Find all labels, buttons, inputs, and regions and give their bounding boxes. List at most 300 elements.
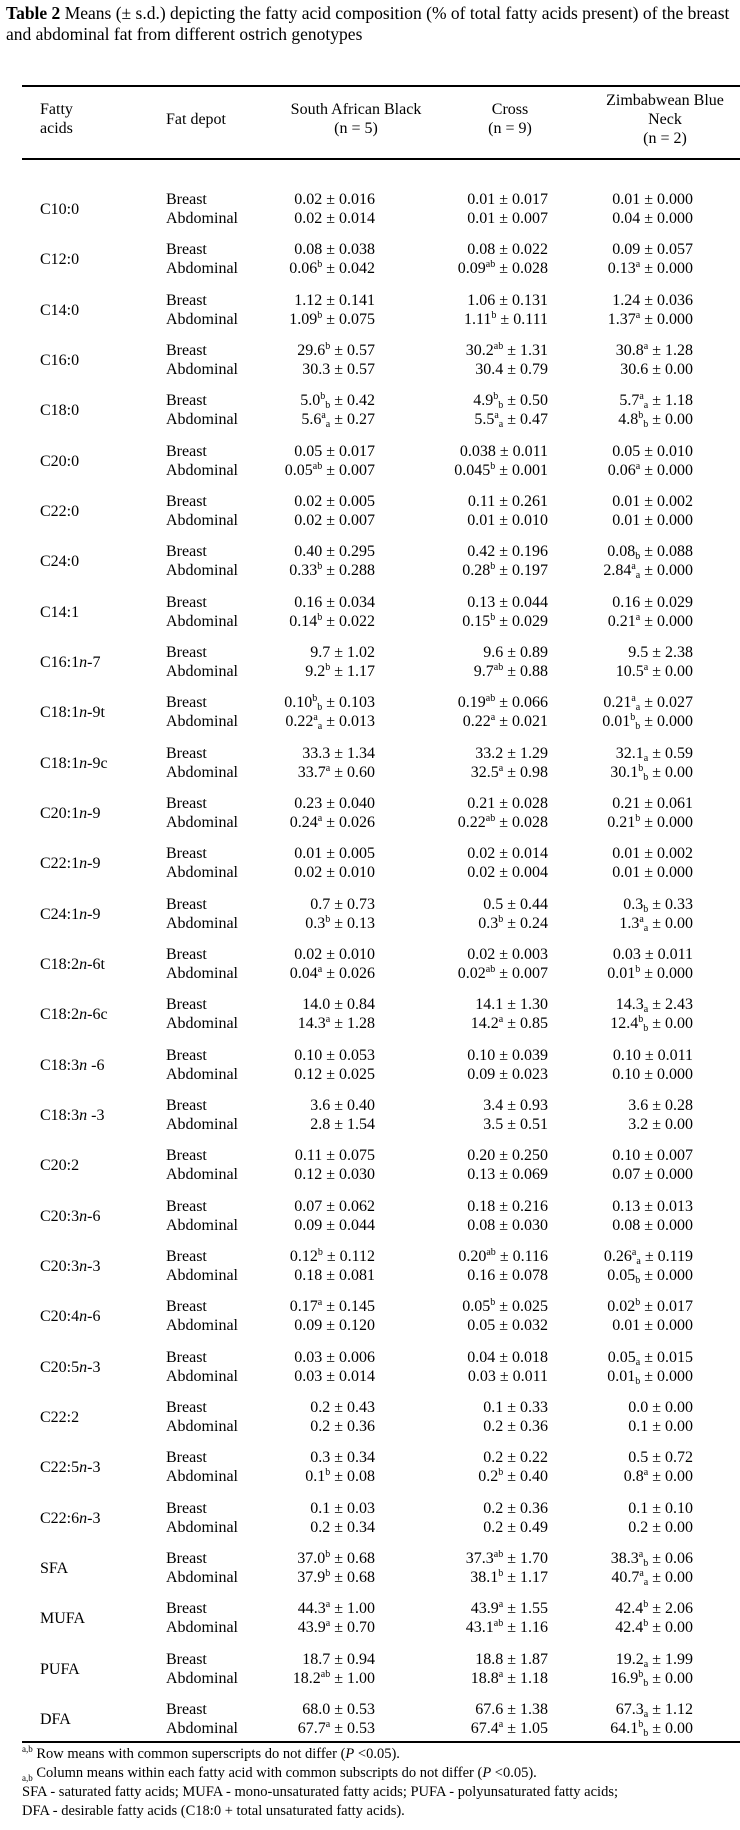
table-caption-text: Means (± s.d.) depicting the fatty acid composition (% of total fatty acids present) of the breast and abdominal fat from different ostrich genotypes [6,3,730,44]
plus-minus: ± [334,1600,343,1618]
fatty-acid-group [0,1650,740,1700]
table-row-breast [150,1197,740,1216]
mean: 0.1 [628,1499,649,1517]
plus-minus: ± [652,1650,661,1668]
table-row-abdominal [150,1518,740,1537]
mean: 0.05 [612,442,641,460]
column-subscript: a [643,1708,649,1720]
fatty-acid-label [40,703,105,722]
value-cell [467,1146,548,1165]
value-cell [608,461,693,480]
value-cell [612,190,693,209]
table-row-breast [150,1297,740,1316]
plus-minus: ± [507,411,516,429]
mean: 1.3 [619,914,640,932]
sd: 0.002 [657,492,693,510]
value-cell [464,310,548,329]
value-cell [285,712,375,731]
value-cell [294,542,375,561]
plus-minus: ± [507,1700,516,1718]
sd: 0.51 [520,1115,548,1133]
sd: 0.022 [512,241,548,259]
mean: 43.1 [465,1619,494,1637]
sd: 0.03 [347,1499,375,1517]
fatty-acid-group [0,240,740,290]
footnote-text: Row means with common superscripts do not differ ( [32,1746,346,1762]
value-cell [612,1165,693,1184]
fatty-acid-group [0,1247,740,1297]
value-cell [289,561,375,580]
table-row-abdominal [150,1568,740,1587]
mean: 0.02 [294,945,323,963]
row-superscript: b [317,309,323,321]
value-cell [310,1096,375,1115]
plus-minus: ± [499,1166,508,1184]
fatty-acid-label [40,401,79,420]
sd: 0.00 [665,763,693,781]
sd: 0.081 [339,1266,375,1284]
plus-minus: ± [507,1549,516,1567]
mean: 0.09 [612,241,641,259]
col-n: (n = 9) [488,120,532,137]
value-cell [302,360,375,379]
table-row-breast [150,1448,740,1467]
mean: 5.7 [619,392,640,410]
value-cell [475,744,548,763]
mean: 40.7 [611,1568,640,1586]
row-superscript: a [498,1014,504,1026]
row-superscript: b [325,1467,331,1479]
value-cell [290,1247,375,1266]
fatty-acid-group [0,1499,740,1549]
column-subscript: a [643,752,649,764]
mean: 0.5 [483,895,504,913]
sd: 1.05 [520,1719,548,1737]
value-cell [294,794,375,813]
fat-depot-label: Breast [166,895,207,913]
acid-n: n [79,704,88,722]
mean: 0.05 [607,1266,636,1284]
value-cell [466,1549,548,1568]
value-cell [607,542,693,561]
mean: 0.7 [310,895,331,913]
plus-minus: ± [644,1348,653,1366]
acid-n: n [79,1358,88,1376]
sd: 0.73 [347,895,375,913]
value-cell [607,813,693,832]
sd: 0.000 [657,713,693,731]
sd: 0.93 [520,1096,548,1114]
fatty-acid-group [0,945,740,995]
row-superscript: ab [485,693,496,705]
sd: 0.088 [657,543,693,561]
sd: 0.34 [347,1518,375,1536]
value-cell [462,612,548,631]
fatty-acid-label [40,452,79,471]
row-superscript: b [490,561,496,573]
value-cell [294,1316,375,1335]
plus-minus: ± [499,945,508,963]
sd: 0.014 [512,845,548,863]
sd: 0.034 [339,593,375,611]
mean: 43.9 [470,1600,499,1618]
table-row-abdominal [150,1065,740,1084]
value-cell [471,1669,548,1688]
acid-n: n [79,653,88,671]
sd: 0.026 [339,813,375,831]
sd: 0.044 [512,593,548,611]
mean: 0.2 [628,1518,649,1536]
fat-depot-label: Breast [166,191,207,208]
plus-minus: ± [334,1096,343,1114]
plus-minus: ± [326,1247,336,1265]
plus-minus: ± [499,210,508,227]
sd: 0.43 [347,1398,375,1416]
plus-minus: ± [499,1367,509,1385]
plus-minus: ± [326,562,335,580]
sd: 0.79 [520,360,548,378]
table-row-abdominal [150,360,740,379]
value-cell [294,209,375,228]
sd: 2.38 [665,643,693,661]
plus-minus: ± [326,1065,335,1083]
value-cell [458,964,548,983]
value-cell [483,1448,548,1467]
value-cell [294,190,375,209]
value-cell [294,1348,375,1367]
value-cell [310,1398,375,1417]
column-subscript: a [635,570,641,582]
table-row-breast [150,1046,740,1065]
sd: 0.017 [657,1298,693,1316]
row-superscript: a [498,1599,504,1611]
row-superscript: b [635,963,641,975]
acid-n: n [79,855,88,873]
sd: 0.33 [520,1398,548,1416]
sd: 0.36 [347,1417,375,1435]
fat-depot-label: Breast [166,794,207,812]
row-superscript: a [631,693,636,705]
fatty-acid-label [40,1257,100,1276]
sd: 0.49 [520,1518,548,1536]
row-superscript: a [325,1618,331,1630]
plus-minus: ± [326,593,335,611]
value-cell [608,612,693,631]
sd: 0.078 [512,1266,548,1284]
mean: 0.3 [305,914,326,932]
plus-minus: ± [652,1549,661,1567]
sd: 0.00 [665,1015,693,1033]
sd: 0.112 [339,1247,375,1265]
plus-minus: ± [652,1499,661,1517]
table-row-breast [150,492,740,511]
plus-minus: ± [507,1398,516,1416]
sd: 0.011 [512,1367,548,1385]
row-superscript: b [320,391,326,403]
mean: 0.10 [467,1046,496,1064]
sd: 0.069 [512,1166,548,1184]
value-cell [294,1216,375,1235]
plus-minus: ± [326,1317,335,1335]
sd: 1.54 [347,1115,375,1133]
plus-minus: ± [652,360,661,378]
mean: 0.02 [294,492,323,510]
sd: 0.057 [657,241,693,259]
value-cell [458,813,548,832]
plus-minus: ± [652,996,661,1014]
plus-minus: ± [499,593,508,611]
fatty-acid-label [40,1509,100,1528]
plus-minus: ± [644,310,653,328]
fatty-acid-label [40,603,79,622]
value-cell [608,1348,693,1367]
plus-minus: ± [326,1197,335,1215]
sd: 0.000 [657,1266,693,1284]
row-superscript: ab [493,661,504,673]
mean: 0.18 [294,1266,323,1284]
sd: 0.00 [665,1568,693,1586]
value-cell [310,1115,375,1134]
sd: 0.116 [512,1247,548,1265]
sd: 0.57 [347,341,375,359]
fat-depot-label: Abdominal [166,612,238,630]
acid-name: C22:2 [40,1408,80,1426]
row-superscript: b [490,611,496,623]
sd: 0.005 [339,845,375,863]
sd: 0.027 [657,694,693,712]
plus-minus: ± [499,612,508,630]
sd: 0.94 [347,1650,375,1668]
sd: 0.00 [665,1417,693,1435]
sd: 1.00 [347,1669,375,1687]
sd: 1.28 [347,1015,375,1033]
mean: 67.6 [475,1700,504,1718]
acid-suffix: -6 [87,1056,105,1074]
sd: 0.005 [339,492,375,510]
sd: 2.06 [665,1600,693,1618]
sd: 0.007 [512,964,548,982]
value-cell [294,492,375,511]
mean: 0.01 [467,511,496,529]
fat-depot-label: Breast [166,694,207,712]
mean: 30.8 [615,341,644,359]
mean: 0.17 [289,1298,318,1316]
row-superscript: b [491,309,497,321]
row-superscript: b [638,762,644,774]
mean: 0.04 [467,1348,496,1366]
sd: 1.34 [347,744,375,762]
acid-n: n [79,1459,88,1477]
acid-suffix: -6 [87,1308,101,1326]
col-name: South African Black [290,101,422,118]
row-superscript: a [631,561,636,573]
mean: 0.02 [467,845,496,863]
value-cell [471,1719,548,1738]
mean: 33.2 [475,744,504,762]
value-cell [302,1700,375,1719]
value-cell [612,240,693,259]
value-cell [628,643,693,662]
plus-minus: ± [644,543,653,561]
table-row-breast [150,794,740,813]
value-cell [310,1448,375,1467]
mean: 0.26 [603,1247,632,1265]
row-superscript: b [317,561,323,573]
column-subscript: b [635,1375,641,1387]
mean: 0.04 [612,210,641,227]
row-superscript: b [490,1297,496,1309]
value-cell [293,1669,375,1688]
column-subscript: a [636,1255,641,1267]
plus-minus: ± [334,392,343,410]
mean: 0.045 [454,461,491,479]
mean: 0.21 [612,794,641,812]
plus-minus: ± [652,1669,661,1687]
row-superscript: a [490,712,496,724]
sd: 0.000 [657,191,693,208]
mean: 0.22 [285,713,314,731]
plus-minus: ± [644,461,653,479]
sd: 0.06 [665,1549,693,1567]
fatty-acid-label [40,1207,100,1226]
row-superscript: a [643,340,649,352]
sd: 0.00 [665,411,693,429]
plus-minus: ± [507,763,516,781]
header-col-zimbabwean-blue-neck [600,91,730,148]
mean: 0.09 [467,1065,496,1083]
plus-minus: ± [334,914,343,932]
plus-minus: ± [499,1317,508,1335]
row-superscript: b [638,1014,644,1026]
table-row-breast [150,1700,740,1719]
sd: 0.010 [512,511,548,529]
column-subscript: b [635,551,641,563]
plus-minus: ± [652,1096,661,1114]
mean: 0.12 [294,1166,323,1184]
fat-depot-label: Abdominal [166,210,238,227]
sd: 0.27 [347,411,375,429]
value-cell [467,511,548,530]
plus-minus: ± [644,845,653,863]
row-superscript: b [325,1567,331,1579]
mean: 0.02 [467,864,496,882]
row-superscript: a [498,1718,504,1730]
mean: 0.02 [294,511,323,529]
sd: 1.38 [520,1700,548,1718]
plus-minus: ± [644,1298,653,1316]
plus-minus: ± [334,643,343,661]
value-cell [305,1467,375,1486]
plus-minus: ± [644,260,653,278]
sd: 1.12 [665,1700,693,1718]
row-superscript: a [317,1297,323,1309]
fat-depot-label: Abdominal [166,562,238,580]
row-superscript: b [643,1599,649,1611]
plus-minus: ± [499,291,508,309]
table-row-abdominal [150,662,740,681]
value-cell [483,1499,548,1518]
row-superscript: a [635,309,641,321]
table-row-abdominal [150,964,740,983]
fatty-acid-label [40,1106,104,1125]
mean: 1.11 [464,310,492,328]
value-cell [628,1115,693,1134]
value-cell [294,945,375,964]
plus-minus: ± [326,291,335,309]
value-cell [466,1618,548,1637]
acid-suffix: -6c [87,1006,108,1024]
sd: 1.30 [520,996,548,1014]
fat-depot-label: Abdominal [166,411,238,429]
value-cell [302,1650,375,1669]
row-superscript: b [490,460,496,472]
row-superscript: ab [485,812,496,824]
plus-minus: ± [334,895,343,913]
mean: 0.8 [623,1468,644,1486]
column-subscript: b [643,1023,649,1035]
sd: 0.88 [520,662,548,680]
fat-depot-label: Breast [166,1650,207,1668]
plus-minus: ± [326,864,335,882]
plus-minus: ± [644,945,654,963]
plus-minus: ± [326,945,335,963]
plus-minus: ± [326,543,335,561]
plus-minus: ± [326,241,335,259]
plus-minus: ± [644,1266,653,1284]
value-cell [298,1599,375,1618]
header-col-cross [452,100,568,138]
plus-minus: ± [507,1468,516,1486]
acid-name: C22:1 [40,855,80,873]
value-cell [604,1247,693,1266]
acid-name: C22:5 [40,1459,80,1477]
column-subscript: a [635,702,641,714]
value-cell [462,1297,548,1316]
value-cell [612,1216,693,1235]
row-superscript: a [325,762,331,774]
acid-name: C16:1 [40,653,80,671]
acid-name: SFA [40,1559,69,1577]
mean: 0.1 [305,1468,326,1486]
plus-minus: ± [326,310,335,328]
fatty-acid-label [40,1710,71,1729]
fatty-acid-group [0,1197,740,1247]
sd: 0.001 [512,461,548,479]
row-superscript: a [313,712,318,724]
plus-minus: ± [644,511,653,529]
fat-depot-label: Abdominal [166,1317,238,1335]
sd: 0.039 [512,1046,548,1064]
sd: 0.44 [520,895,548,913]
column-subscript: a [643,400,649,412]
plus-minus: ± [499,794,508,812]
acid-name: C20:2 [40,1157,80,1175]
sd: 0.288 [339,562,375,580]
value-cell [611,1549,693,1568]
table-row-abdominal [150,712,740,731]
mean: 0.2 [483,1499,504,1517]
fat-depot-label: Abdominal [166,1417,238,1435]
fat-depot-label: Breast [166,291,207,309]
column-subscript: b [498,400,504,412]
plus-minus: ± [507,360,516,378]
sd: 0.023 [512,1065,548,1083]
acid-name: C18:1 [40,704,80,722]
value-cell [473,391,548,410]
value-cell [475,995,548,1014]
mean: 0.13 [607,260,636,278]
sd: 0.42 [347,392,375,410]
